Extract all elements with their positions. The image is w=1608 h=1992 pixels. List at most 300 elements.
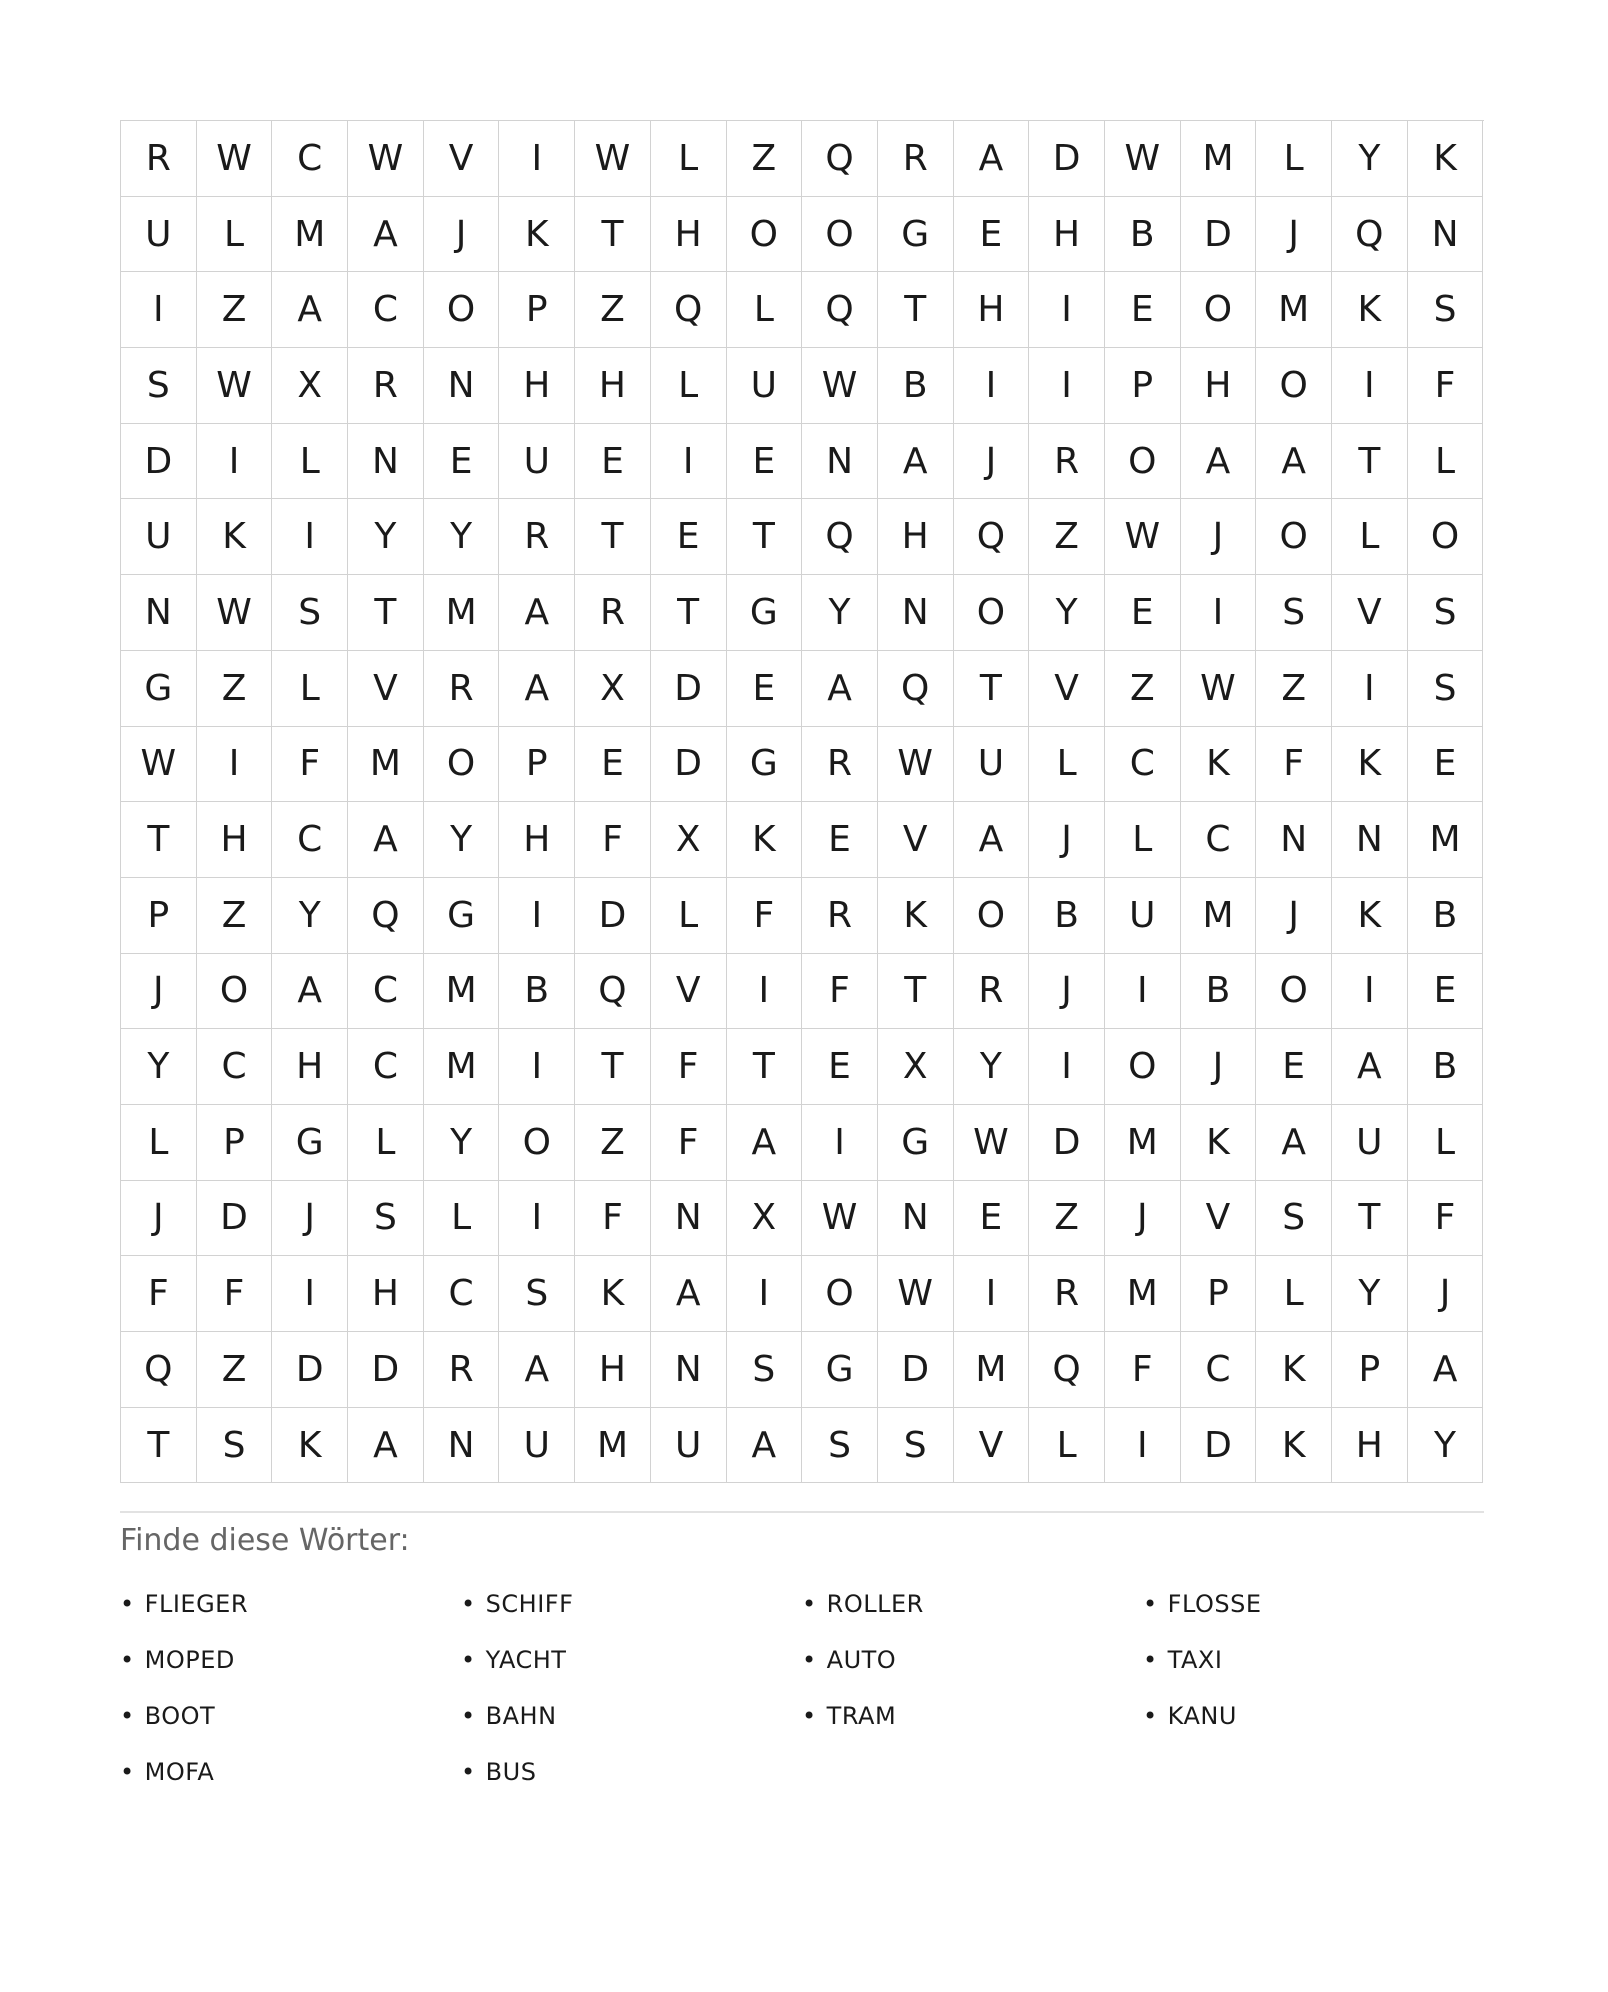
grid-cell[interactable]: L [651,121,727,197]
grid-cell[interactable]: L [272,651,348,727]
grid-cell[interactable]: J [121,954,197,1030]
grid-cell[interactable]: N [651,1332,727,1408]
grid-cell[interactable]: S [1256,575,1332,651]
grid-cell[interactable]: G [272,1105,348,1181]
grid-cell[interactable]: Q [575,954,651,1030]
grid-cell[interactable]: E [1408,727,1484,803]
grid-cell[interactable]: L [1105,802,1181,878]
grid-cell[interactable]: Q [878,651,954,727]
grid-cell[interactable]: U [727,348,803,424]
grid-cell[interactable]: C [1181,1332,1257,1408]
grid-cell[interactable]: D [1029,1105,1105,1181]
grid-cell[interactable]: B [499,954,575,1030]
grid-cell[interactable]: Z [1029,1181,1105,1257]
grid-cell[interactable]: Z [1029,499,1105,575]
grid-cell[interactable]: D [272,1332,348,1408]
grid-cell[interactable]: Y [424,499,500,575]
grid-cell[interactable]: T [727,1029,803,1105]
grid-cell[interactable]: E [727,424,803,500]
grid-cell[interactable]: A [499,1332,575,1408]
grid-cell[interactable]: O [727,197,803,273]
grid-cell[interactable]: P [1332,1332,1408,1408]
grid-cell[interactable]: U [954,727,1030,803]
grid-cell[interactable]: W [348,121,424,197]
grid-cell[interactable]: A [348,1408,424,1484]
grid-cell[interactable]: W [197,348,273,424]
grid-cell[interactable]: R [1029,1256,1105,1332]
grid-cell[interactable]: E [802,802,878,878]
grid-cell[interactable]: Q [651,272,727,348]
grid-cell[interactable]: L [1256,121,1332,197]
grid-cell[interactable]: I [1029,1029,1105,1105]
grid-cell[interactable]: H [1181,348,1257,424]
grid-cell[interactable]: I [272,1256,348,1332]
grid-cell[interactable]: G [424,878,500,954]
grid-cell[interactable]: P [499,272,575,348]
grid-cell[interactable]: W [197,575,273,651]
grid-cell[interactable]: B [1029,878,1105,954]
grid-cell[interactable]: U [499,424,575,500]
grid-cell[interactable]: V [348,651,424,727]
grid-cell[interactable]: A [1256,424,1332,500]
grid-cell[interactable]: E [727,651,803,727]
grid-cell[interactable]: B [1408,1029,1484,1105]
grid-cell[interactable]: R [802,878,878,954]
grid-cell[interactable]: P [1181,1256,1257,1332]
grid-cell[interactable]: T [954,651,1030,727]
grid-cell[interactable]: I [1029,348,1105,424]
grid-cell[interactable]: C [348,1029,424,1105]
grid-cell[interactable]: I [121,272,197,348]
grid-cell[interactable]: G [802,1332,878,1408]
grid-cell[interactable]: P [1105,348,1181,424]
grid-cell[interactable]: K [878,878,954,954]
grid-cell[interactable]: Z [575,272,651,348]
grid-cell[interactable]: W [802,348,878,424]
grid-cell[interactable]: N [424,1408,500,1484]
grid-cell[interactable]: Q [121,1332,197,1408]
grid-cell[interactable]: T [348,575,424,651]
grid-cell[interactable]: A [348,802,424,878]
grid-cell[interactable]: Q [1332,197,1408,273]
grid-cell[interactable]: C [272,802,348,878]
grid-cell[interactable]: J [1105,1181,1181,1257]
grid-cell[interactable]: S [878,1408,954,1484]
grid-cell[interactable]: L [1029,1408,1105,1484]
grid-cell[interactable]: K [1332,727,1408,803]
grid-cell[interactable]: X [651,802,727,878]
grid-cell[interactable]: E [424,424,500,500]
grid-cell[interactable]: M [1181,121,1257,197]
grid-cell[interactable]: M [1105,1105,1181,1181]
grid-cell[interactable]: I [1332,348,1408,424]
grid-cell[interactable]: D [197,1181,273,1257]
grid-cell[interactable]: I [727,1256,803,1332]
grid-cell[interactable]: H [954,272,1030,348]
grid-cell[interactable]: T [121,802,197,878]
grid-cell[interactable]: P [121,878,197,954]
grid-cell[interactable]: I [1105,1408,1181,1484]
grid-cell[interactable]: C [197,1029,273,1105]
grid-cell[interactable]: I [1029,272,1105,348]
grid-cell[interactable]: I [954,1256,1030,1332]
grid-cell[interactable]: K [1181,1105,1257,1181]
grid-cell[interactable]: D [651,727,727,803]
grid-cell[interactable]: H [575,1332,651,1408]
grid-cell[interactable]: S [348,1181,424,1257]
grid-cell[interactable]: M [1181,878,1257,954]
grid-cell[interactable]: Z [197,651,273,727]
grid-cell[interactable]: T [878,954,954,1030]
grid-cell[interactable]: K [575,1256,651,1332]
grid-cell[interactable]: M [575,1408,651,1484]
grid-cell[interactable]: A [878,424,954,500]
grid-cell[interactable]: Y [1332,1256,1408,1332]
grid-cell[interactable]: J [1029,802,1105,878]
grid-cell[interactable]: R [424,651,500,727]
grid-cell[interactable]: V [1332,575,1408,651]
grid-cell[interactable]: O [424,272,500,348]
grid-cell[interactable]: G [727,575,803,651]
grid-cell[interactable]: I [499,1029,575,1105]
grid-cell[interactable]: P [499,727,575,803]
grid-cell[interactable]: Y [1408,1408,1484,1484]
grid-cell[interactable]: N [1332,802,1408,878]
grid-cell[interactable]: Q [348,878,424,954]
grid-cell[interactable]: L [651,878,727,954]
grid-cell[interactable]: M [348,727,424,803]
grid-cell[interactable]: A [272,272,348,348]
grid-cell[interactable]: T [575,1029,651,1105]
grid-cell[interactable]: C [272,121,348,197]
grid-cell[interactable]: M [424,1029,500,1105]
grid-cell[interactable]: S [1256,1181,1332,1257]
grid-cell[interactable]: D [878,1332,954,1408]
grid-cell[interactable]: F [1408,348,1484,424]
grid-cell[interactable]: T [1332,424,1408,500]
grid-cell[interactable]: J [1408,1256,1484,1332]
grid-cell[interactable]: D [1181,1408,1257,1484]
grid-cell[interactable]: T [575,197,651,273]
grid-cell[interactable]: O [424,727,500,803]
grid-cell[interactable]: A [1332,1029,1408,1105]
grid-cell[interactable]: A [802,651,878,727]
grid-cell[interactable]: E [651,499,727,575]
grid-cell[interactable]: E [954,197,1030,273]
grid-cell[interactable]: U [1332,1105,1408,1181]
grid-cell[interactable]: I [1332,954,1408,1030]
grid-cell[interactable]: L [1029,727,1105,803]
grid-cell[interactable]: R [954,954,1030,1030]
grid-cell[interactable]: L [1408,1105,1484,1181]
grid-cell[interactable]: W [878,727,954,803]
grid-cell[interactable]: O [1256,499,1332,575]
grid-cell[interactable]: X [878,1029,954,1105]
grid-cell[interactable]: K [1332,878,1408,954]
grid-cell[interactable]: L [1256,1256,1332,1332]
grid-cell[interactable]: S [121,348,197,424]
grid-cell[interactable]: K [1408,121,1484,197]
grid-cell[interactable]: W [1181,651,1257,727]
grid-cell[interactable]: A [499,651,575,727]
grid-cell[interactable]: H [272,1029,348,1105]
grid-cell[interactable]: G [121,651,197,727]
grid-cell[interactable]: A [727,1105,803,1181]
grid-cell[interactable]: R [878,121,954,197]
grid-cell[interactable]: O [197,954,273,1030]
grid-cell[interactable]: R [424,1332,500,1408]
grid-cell[interactable]: V [1029,651,1105,727]
grid-cell[interactable]: Q [954,499,1030,575]
grid-cell[interactable]: H [197,802,273,878]
grid-cell[interactable]: K [1181,727,1257,803]
grid-cell[interactable]: A [954,802,1030,878]
grid-cell[interactable]: T [1332,1181,1408,1257]
grid-cell[interactable]: O [1256,348,1332,424]
grid-cell[interactable]: K [197,499,273,575]
grid-cell[interactable]: K [272,1408,348,1484]
grid-cell[interactable]: N [802,424,878,500]
grid-cell[interactable]: I [197,727,273,803]
grid-cell[interactable]: J [1029,954,1105,1030]
grid-cell[interactable]: D [575,878,651,954]
grid-cell[interactable]: Z [727,121,803,197]
grid-cell[interactable]: F [802,954,878,1030]
grid-cell[interactable]: F [575,802,651,878]
grid-cell[interactable]: E [802,1029,878,1105]
grid-cell[interactable]: O [802,1256,878,1332]
grid-cell[interactable]: U [121,499,197,575]
grid-cell[interactable]: M [954,1332,1030,1408]
grid-cell[interactable]: R [499,499,575,575]
grid-cell[interactable]: A [499,575,575,651]
grid-cell[interactable]: Y [348,499,424,575]
grid-cell[interactable]: S [1408,651,1484,727]
grid-cell[interactable]: J [121,1181,197,1257]
grid-cell[interactable]: J [1256,197,1332,273]
grid-cell[interactable]: Z [197,1332,273,1408]
grid-cell[interactable]: F [651,1029,727,1105]
grid-cell[interactable]: D [1029,121,1105,197]
grid-cell[interactable]: T [727,499,803,575]
grid-cell[interactable]: D [348,1332,424,1408]
grid-cell[interactable]: W [1105,499,1181,575]
grid-cell[interactable]: I [954,348,1030,424]
grid-cell[interactable]: S [802,1408,878,1484]
grid-cell[interactable]: K [727,802,803,878]
grid-cell[interactable]: K [1256,1408,1332,1484]
grid-cell[interactable]: S [1408,575,1484,651]
grid-cell[interactable]: X [272,348,348,424]
grid-cell[interactable]: O [1105,424,1181,500]
grid-cell[interactable]: O [954,575,1030,651]
grid-cell[interactable]: T [575,499,651,575]
grid-cell[interactable]: Z [197,272,273,348]
grid-cell[interactable]: C [1105,727,1181,803]
grid-cell[interactable]: N [878,1181,954,1257]
grid-cell[interactable]: A [1256,1105,1332,1181]
grid-cell[interactable]: V [954,1408,1030,1484]
grid-cell[interactable]: F [727,878,803,954]
grid-cell[interactable]: I [197,424,273,500]
grid-cell[interactable]: O [1105,1029,1181,1105]
grid-cell[interactable]: A [1408,1332,1484,1408]
grid-cell[interactable]: M [424,575,500,651]
grid-cell[interactable]: U [121,197,197,273]
grid-cell[interactable]: Z [197,878,273,954]
grid-cell[interactable]: X [575,651,651,727]
grid-cell[interactable]: I [727,954,803,1030]
grid-cell[interactable]: O [1181,272,1257,348]
grid-cell[interactable]: R [348,348,424,424]
grid-cell[interactable]: E [1105,272,1181,348]
grid-cell[interactable]: Z [1105,651,1181,727]
grid-cell[interactable]: N [1256,802,1332,878]
grid-cell[interactable]: H [1332,1408,1408,1484]
grid-cell[interactable]: L [1408,424,1484,500]
grid-cell[interactable]: B [1105,197,1181,273]
grid-cell[interactable]: C [1181,802,1257,878]
grid-cell[interactable]: A [1181,424,1257,500]
grid-cell[interactable]: V [651,954,727,1030]
grid-cell[interactable]: Y [424,802,500,878]
grid-cell[interactable]: Q [802,121,878,197]
grid-cell[interactable]: E [1256,1029,1332,1105]
grid-cell[interactable]: F [1408,1181,1484,1257]
grid-cell[interactable]: L [424,1181,500,1257]
grid-cell[interactable]: L [197,197,273,273]
grid-cell[interactable]: N [1408,197,1484,273]
grid-cell[interactable]: V [878,802,954,878]
grid-cell[interactable]: I [802,1105,878,1181]
grid-cell[interactable]: I [499,121,575,197]
grid-cell[interactable]: E [575,424,651,500]
grid-cell[interactable]: H [575,348,651,424]
grid-cell[interactable]: A [727,1408,803,1484]
grid-cell[interactable]: W [121,727,197,803]
grid-cell[interactable]: S [499,1256,575,1332]
grid-cell[interactable]: W [575,121,651,197]
grid-cell[interactable]: A [272,954,348,1030]
grid-cell[interactable]: K [1332,272,1408,348]
grid-cell[interactable]: S [272,575,348,651]
grid-cell[interactable]: B [1408,878,1484,954]
grid-cell[interactable]: F [197,1256,273,1332]
grid-cell[interactable]: Y [1029,575,1105,651]
grid-cell[interactable]: B [1181,954,1257,1030]
grid-cell[interactable]: J [954,424,1030,500]
grid-cell[interactable]: Q [802,272,878,348]
grid-cell[interactable]: K [1256,1332,1332,1408]
grid-cell[interactable]: C [424,1256,500,1332]
grid-cell[interactable]: F [1256,727,1332,803]
grid-cell[interactable]: M [1256,272,1332,348]
grid-cell[interactable]: I [499,1181,575,1257]
grid-cell[interactable]: L [651,348,727,424]
grid-cell[interactable]: H [651,197,727,273]
grid-cell[interactable]: K [499,197,575,273]
grid-cell[interactable]: T [121,1408,197,1484]
grid-cell[interactable]: B [878,348,954,424]
grid-cell[interactable]: I [1105,954,1181,1030]
grid-cell[interactable]: F [1105,1332,1181,1408]
grid-cell[interactable]: U [499,1408,575,1484]
grid-cell[interactable]: N [878,575,954,651]
grid-cell[interactable]: D [1181,197,1257,273]
grid-cell[interactable]: Z [1256,651,1332,727]
grid-cell[interactable]: L [727,272,803,348]
grid-cell[interactable]: O [499,1105,575,1181]
grid-cell[interactable]: R [575,575,651,651]
grid-cell[interactable]: A [954,121,1030,197]
grid-cell[interactable]: Y [802,575,878,651]
grid-cell[interactable]: Y [272,878,348,954]
grid-cell[interactable]: I [1332,651,1408,727]
grid-cell[interactable]: S [197,1408,273,1484]
grid-cell[interactable]: O [802,197,878,273]
grid-cell[interactable]: E [575,727,651,803]
grid-cell[interactable]: Q [802,499,878,575]
grid-cell[interactable]: Q [1029,1332,1105,1408]
grid-cell[interactable]: Y [121,1029,197,1105]
grid-cell[interactable]: P [197,1105,273,1181]
grid-cell[interactable]: J [424,197,500,273]
grid-cell[interactable]: L [272,424,348,500]
grid-cell[interactable]: S [1408,272,1484,348]
grid-cell[interactable]: J [1181,499,1257,575]
grid-cell[interactable]: N [121,575,197,651]
grid-cell[interactable]: N [424,348,500,424]
grid-cell[interactable]: G [878,1105,954,1181]
grid-cell[interactable]: U [1105,878,1181,954]
grid-cell[interactable]: U [651,1408,727,1484]
grid-cell[interactable]: O [1256,954,1332,1030]
grid-cell[interactable]: M [1105,1256,1181,1332]
grid-cell[interactable]: L [348,1105,424,1181]
grid-cell[interactable]: E [954,1181,1030,1257]
grid-cell[interactable]: A [651,1256,727,1332]
grid-cell[interactable]: O [954,878,1030,954]
grid-cell[interactable]: M [424,954,500,1030]
grid-cell[interactable]: E [1408,954,1484,1030]
grid-cell[interactable]: V [424,121,500,197]
grid-cell[interactable]: E [1105,575,1181,651]
grid-cell[interactable]: G [878,197,954,273]
grid-cell[interactable]: I [1181,575,1257,651]
grid-cell[interactable]: J [272,1181,348,1257]
grid-cell[interactable]: V [1181,1181,1257,1257]
grid-cell[interactable]: H [878,499,954,575]
grid-cell[interactable]: W [1105,121,1181,197]
grid-cell[interactable]: M [1408,802,1484,878]
grid-cell[interactable]: H [499,348,575,424]
grid-cell[interactable]: R [802,727,878,803]
grid-cell[interactable]: S [727,1332,803,1408]
grid-cell[interactable]: H [1029,197,1105,273]
grid-cell[interactable]: L [1332,499,1408,575]
grid-cell[interactable]: W [954,1105,1030,1181]
grid-cell[interactable]: O [1408,499,1484,575]
grid-cell[interactable]: F [121,1256,197,1332]
grid-cell[interactable]: I [651,424,727,500]
grid-cell[interactable]: F [575,1181,651,1257]
grid-cell[interactable]: Z [575,1105,651,1181]
grid-cell[interactable]: F [651,1105,727,1181]
grid-cell[interactable]: J [1181,1029,1257,1105]
grid-cell[interactable]: D [651,651,727,727]
grid-cell[interactable]: Y [954,1029,1030,1105]
grid-cell[interactable]: Y [424,1105,500,1181]
